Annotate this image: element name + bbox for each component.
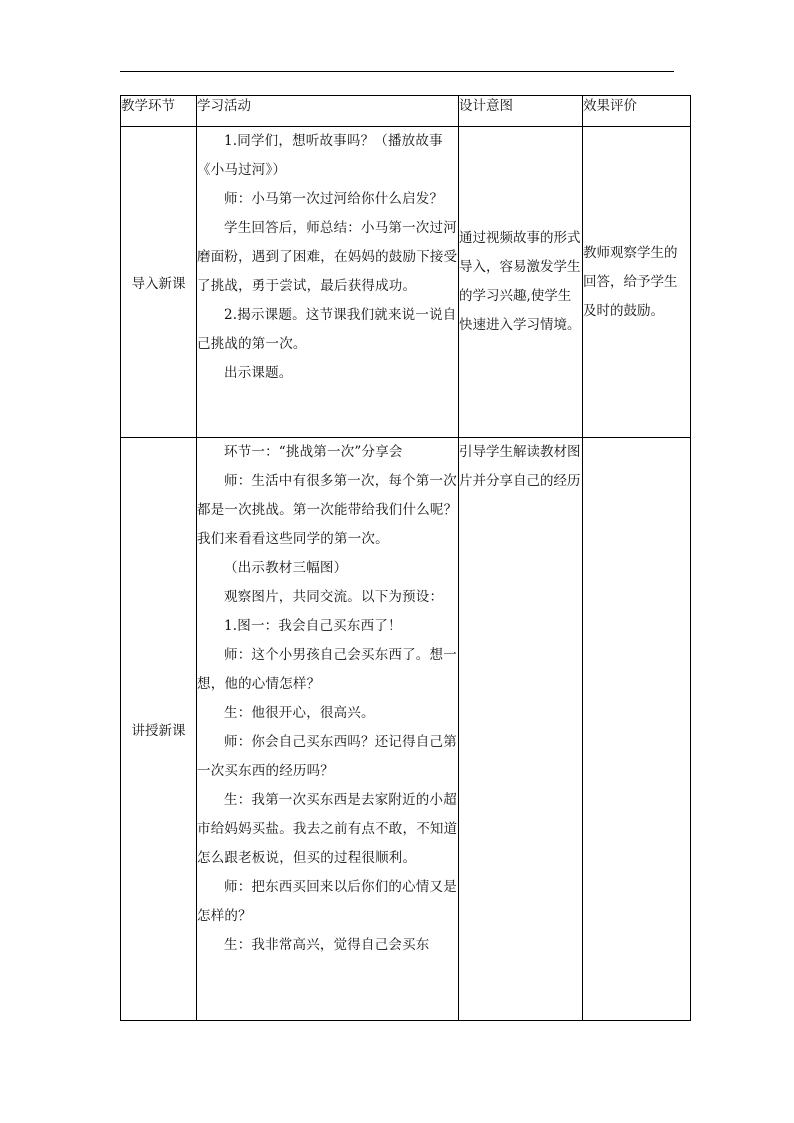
header-design: 设计意图 xyxy=(459,96,583,127)
stage-cell: 导入新课 xyxy=(121,127,197,438)
design-cell: 引导学生解读教材图片并分享自己的经历 xyxy=(459,438,583,1021)
stage-cell: 讲授新课 xyxy=(121,438,197,1021)
activity-paragraph: 师：这个小男孩自己会买东西了。想一想，他的心情怎样？ xyxy=(197,647,457,692)
activity-paragraph: 生：我非常高兴，觉得自己会买东 xyxy=(224,937,430,953)
activity-paragraph: 1.图一：我会自己买东西了！ xyxy=(224,618,402,634)
activities-cell xyxy=(197,127,459,438)
activity-paragraph: 学生回答后，师总结：小马第一次过河磨面粉，遇到了困难，在妈妈的鼓励下接受了挑战，勇于尝试，最后获得成功。 xyxy=(197,220,458,294)
evaluation-cell: 教师观察学生的回答，给予学生及时的鼓励。 xyxy=(583,127,691,438)
lesson-plan-table xyxy=(120,95,691,1021)
activity-paragraph: 师：把东西买回来以后你们的心情又是怎样的？ xyxy=(197,879,457,924)
activity-paragraph: 出示课题。 xyxy=(224,365,293,381)
activities-cell xyxy=(197,438,459,1021)
activity-paragraph: 师：小马第一次过河给你什么启发？ xyxy=(224,191,444,207)
table-row xyxy=(121,438,691,1021)
activity-paragraph: 师：生活中有很多第一次，每个第一次都是一次挑战。第一次能带给我们什么呢？我们来看看这些同学的第一次。 xyxy=(197,473,458,547)
activity-paragraph: （出示教材三幅图） xyxy=(224,560,348,576)
activity-paragraph: 生：他很开心，很高兴。 xyxy=(224,705,375,721)
design-cell: 通过视频故事的形式导入，容易激发学生的学习兴趣,使学生快速进入学习情境。 xyxy=(459,127,583,438)
activity-paragraph: 环节一：“挑战第一次”分享会 xyxy=(224,444,403,460)
evaluation-cell xyxy=(583,438,691,1021)
header-rule xyxy=(120,71,674,72)
activity-paragraph: 师：你会自己买东西吗？还记得自己第一次买东西的经历吗？ xyxy=(197,734,457,779)
table-header-row xyxy=(121,96,691,127)
activity-paragraph: 观察图片，共同交流。以下为预设： xyxy=(224,589,444,605)
activity-paragraph: 生：我第一次买东西是去家附近的小超市给妈妈买盐。我去之前有点不敢，不知道怎么跟老板说，但买的过程很顺利。 xyxy=(197,792,458,866)
table-row xyxy=(121,127,691,438)
activity-paragraph: 2.揭示课题。这节课我们就来说一说自己挑战的第一次。 xyxy=(197,307,457,352)
header-activities: 学习活动 xyxy=(197,96,459,127)
header-evaluation: 效果评价 xyxy=(583,96,691,127)
header-stage: 教学环节 xyxy=(121,96,197,127)
activity-paragraph: 1.同学们，想听故事吗？（播放故事《小马过河》） xyxy=(197,133,443,178)
